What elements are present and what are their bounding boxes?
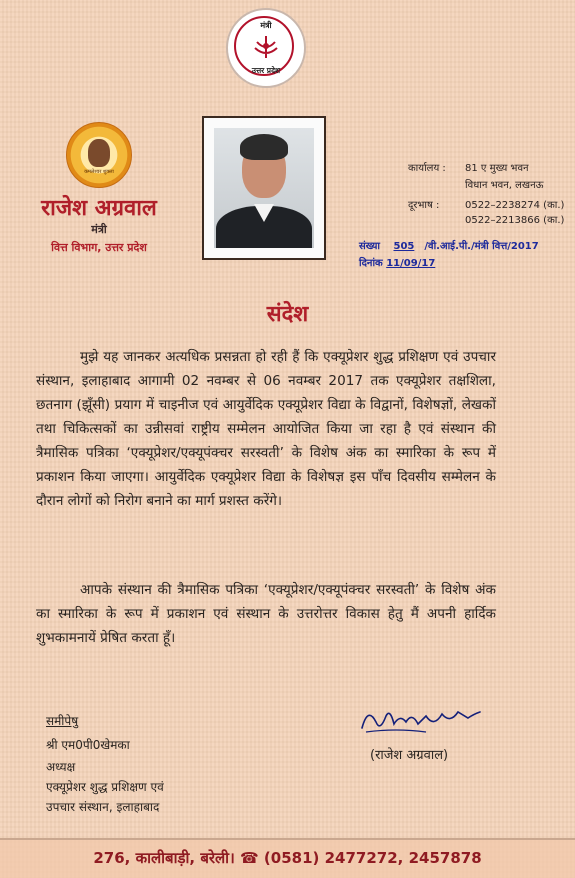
sender-logo-badge [66, 122, 132, 188]
portrait-icon [88, 139, 110, 167]
recipient-name: श्री एम0पी0खेमका [46, 738, 130, 752]
sender-role: मंत्री [91, 223, 107, 236]
letter-paragraph-1: मुझे यह जानकर अत्यधिक प्रसन्नता हो रही हैं कि एक्यूप्रेशर शुद्ध प्रशिक्षण एवं उपचार संस्थान, इलाहाबाद आगामी 02 नवम्बर से 06 नवम्बर 2017 तक एक्यूप्रेशर तक्षशिला, छतनाग (झूँसी) प्रयाग में चाइनीज एवं आयुर्वेदिक एक्यूप्रेशर विद्या के विद्वानों, विशेषज्ञों, लेखकों तथा चिकित्सकों का उन्नीसवां राष्ट्रीय सम्मेलन आयोजित किया जा रहा है एवं संस्थान की त्रैमासिक पत्रिका ‘एक्यूप्रेशर/एक्यूपंक्चर सरस्वती’ के विशेष अंक का स्मारिका के रूप में प्रकाशन किया जाएगा। आयुर्वेदिक एक्यूप्रेशर विद्या के विशेषज्ञ इस पाँच दिवसीय सम्मेलन के दौरान लोगों को निरोग बनाने का मार्ग प्रशस्त करेंगे। [36, 349, 496, 509]
recipient-org-line-1: एक्यूप्रेशर शुद्ध प्रशिक्षण एवं [46, 780, 164, 794]
office-line-1: 81 ए मुख्य भवन [465, 163, 529, 174]
phone-label: दूरभाष : [408, 200, 440, 211]
recipient-salutation: समीपेषु [46, 714, 79, 728]
reference-number-value: 505 [393, 241, 415, 252]
reference-date [359, 255, 435, 269]
footer-contact [0, 848, 575, 868]
emblem-bottom-text: उत्तर प्रदेश [251, 66, 281, 75]
handwritten-signature [356, 702, 486, 738]
letter-paragraph-2: आपके संस्थान की त्रैमासिक पत्रिका ‘एक्यूप्रेशर/एक्यूपंक्चर सरस्वती’ के विशेष अंक का स्मारिका के रूप में प्रकाशन एवं संस्थान के उत्तरोत्तर विकास हेतु मैं अपनी हार्दिक शुभकामनायें प्रेषित करता हूँ। [36, 582, 496, 646]
badge-caption: कमलेश्वर शुक्ला [84, 169, 114, 175]
office-phone-1: 0522–2238274 (का.) [465, 200, 565, 211]
footer-address: 276, कालीबाड़ी, बरेली। [93, 849, 235, 867]
reference-number-label: संख्या [359, 241, 380, 252]
sender-department: वित्त विभाग, उत्तर प्रदेश [51, 241, 147, 254]
minister-photo [202, 116, 326, 260]
letter-subject: संदेश [266, 301, 309, 327]
reference-date-value: 11/09/17 [386, 258, 436, 269]
office-line-2: विधान भवन, लखनऊ [465, 180, 544, 191]
emblem-symbol-icon [251, 34, 281, 60]
signatory-name: (राजेश अग्रवाल) [370, 748, 449, 763]
reference-date-label: दिनांक [359, 258, 383, 269]
reference-number [359, 238, 539, 252]
office-phone-2: 0522–2213866 (का.) [465, 215, 565, 226]
footer-phones: (0581) 2477272, 2457878 [263, 849, 482, 867]
office-label: कार्यालय : [408, 163, 446, 174]
phone-icon: ☎ [240, 849, 259, 867]
recipient-org-line-2: उपचार संस्थान, इलाहाबाद [46, 800, 160, 814]
sender-name: राजेश अग्रवाल [41, 195, 157, 221]
state-emblem [226, 8, 306, 88]
recipient-title: अध्यक्ष [46, 760, 76, 774]
emblem-top-text: मंत्री [260, 21, 272, 30]
photo-image [214, 128, 314, 248]
reference-number-suffix: /वी.आई.पी./मंत्री वित्त/2017 [424, 241, 539, 252]
